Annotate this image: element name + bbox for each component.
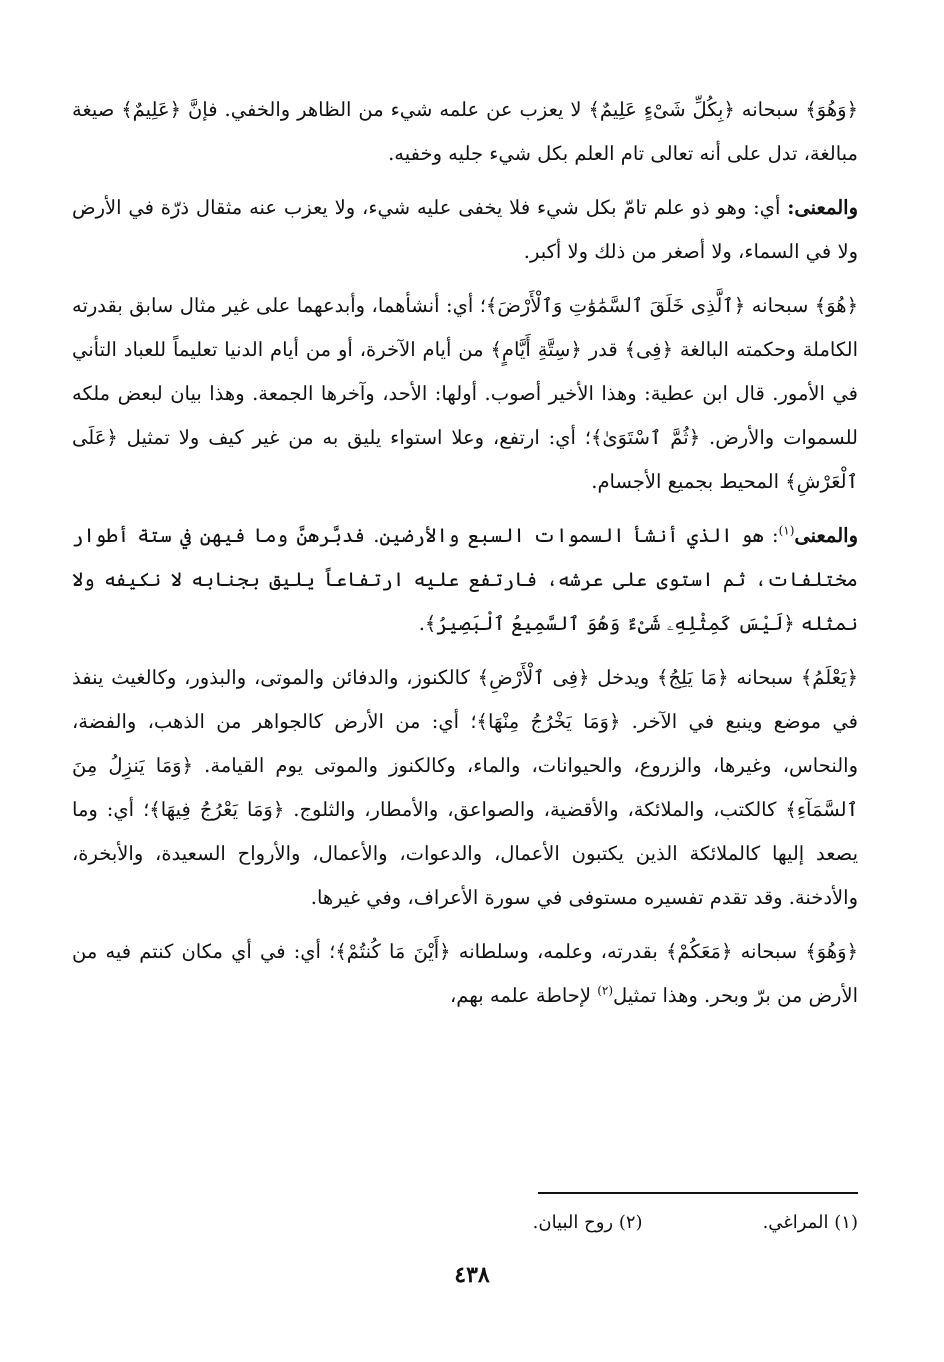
paragraph-3-text: ﴿هُوَ﴾ سبحانه ﴿ٱلَّذِى خَلَقَ ٱلسَّمَٰوَٰتِ وَٱلْأَرْضَ﴾؛ أي: أنشأهما، وأبدعهما على غير مثال سابق بقدرته الكاملة وحكمته البالغة ﴿فِى﴾ قدر ﴿سِتَّةِ أَيَّامٍ﴾ من أيام الآخرة، أو من أيام الدنيا تعليماً للعباد التأني في الأمور. قال ابن عطية: وهذا الأخير أصوب. أولها: الأحد، وآخرها الجمعة. وهذا بيان لبعض ملكه للسموات والأرض. ﴿ثُمَّ ٱسْتَوَىٰ﴾؛ أي: ارتفع، وعلا استواء يليق به من غير كيف ولا تمثيل ﴿عَلَى ٱلْعَرْشِ﴾ المحيط بجميع الأجسام. [72,294,858,493]
paragraph-2 [72,186,858,274]
paragraph-4-text: : هو الذي أنشأ السموات السبع والأرضين. فدبَّرهنَّ وما فيهن في ستة أطوار مختلفات، ثم استوى على عرشه، فارتفع عليه ارتفاعاً يليق بجنابه لا نكيفه ولا نمثله ﴿لَيْسَ كَمِثْلِهِۦ شَىْءٌ وَهُوَ ٱلسَّمِيعُ ٱلْبَصِيرُ﴾. [72,524,858,635]
footnote-separator [538,1192,858,1194]
footnotes [72,1205,858,1241]
page-number: ٤٣٨ [454,1262,490,1288]
paragraph-5 [72,656,858,920]
paragraph-6-text: ﴿وَهُوَ﴾ سبحانه ﴿مَعَكُمْ﴾ بقدرته، وعلمه، وسلطانه ﴿أَيْنَ مَا كُنتُمْ﴾؛ أي: في أي مكان كنتم فيه من الأرض من برّ وبحر. وهذا تمثيل [72,940,858,1007]
paragraph-6 [72,930,858,1018]
paragraph-4 [72,514,858,646]
page-body [72,88,858,1322]
paragraph-6-tail: لإحاطة علمه بهم، [449,984,598,1007]
paragraph-1 [72,88,858,176]
paragraph-1-text: ﴿وَهُوَ﴾ سبحانه ﴿بِكُلِّ شَىْءٍ عَلِيمٌ﴾ لا يعزب عن علمه شيء من الظاهر والخفي. فإنَّ ﴿عَلِيمٌ﴾ صيغة مبالغة، تدل على أنه تعالى تام العلم بكل شيء جليه وخفيه. [72,98,858,165]
footnote-ref-1: (١) [778,523,795,538]
paragraph-2-text: أي: وهو ذو علم تامّ بكل شيء فلا يخفى عليه شيء، ولا يعزب عنه مثقال ذرّة في الأرض ولا في السماء، ولا أصغر من ذلك ولا أكبر. [72,196,858,263]
footnote-2: (٢) روح البيان. [532,1212,643,1233]
paragraph-3 [72,284,858,504]
footnote-ref-2: (٢) [597,983,614,998]
footnote-1: (١) المراغي. [762,1212,858,1233]
paragraph-5-text: ﴿يَعْلَمُ﴾ سبحانه ﴿مَا يَلِجُ﴾ ويدخل ﴿فِى ٱلْأَرْضِ﴾ كالكنوز، والدفائن والموتى، والبذور، وكالغيث ينفذ في موضع وينبع في الآخر. ﴿وَمَا يَخْرُجُ مِنْهَا﴾؛ أي: من الأرض كالجواهر من الذهب، والفضة، والنحاس، وغيرها، والزروع، والحيوانات، والماء، وكالكنوز والموتى يوم القيامة. ﴿وَمَا يَنزِلُ مِنَ ٱلسَّمَآءِ﴾ كالكتب، والملائكة، والأقضية، والصواعق، والأمطار، والثلوج. ﴿وَمَا يَعْرُجُ فِيهَا﴾؛ أي: وما يصعد إليها كالملائكة الذين يكتبون الأعمال، والدعوات، والأعمال، والأرواح السعيدة، والأبخرة، والأدخنة. وقد تقدم تفسيره مستوفى في سورة الأعراف، وفي غيرها. [72,666,858,909]
paragraph-4-lead: والمعنى [794,524,858,547]
paragraph-2-lead: والمعنى: [787,196,858,219]
